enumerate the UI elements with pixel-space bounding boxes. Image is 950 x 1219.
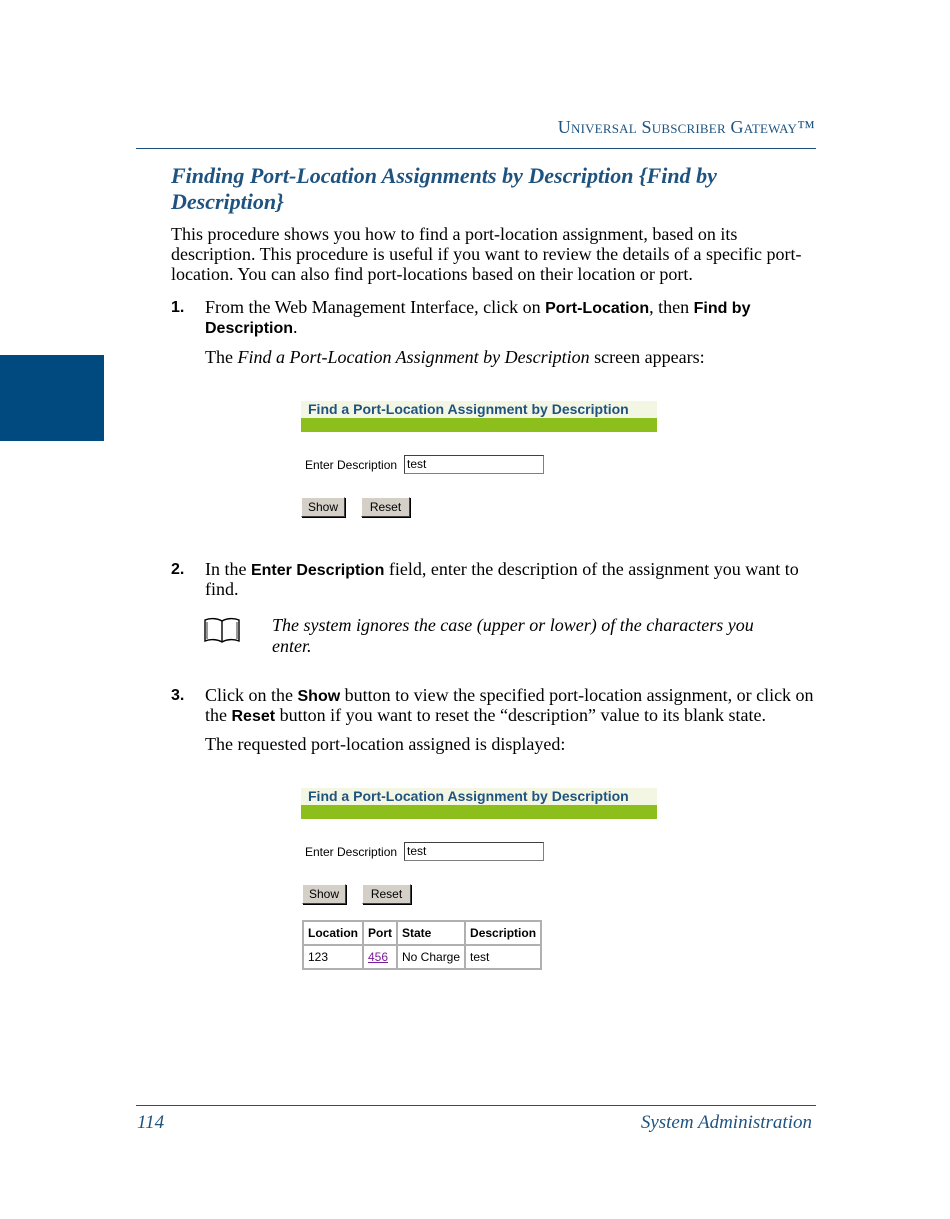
section-name: System Administration: [640, 1112, 812, 1133]
text-run: The: [205, 347, 238, 367]
column-header: Port: [363, 921, 397, 945]
screen-name: Find a Port-Location Assignment by Description: [237, 347, 590, 367]
running-header: Universal Subscriber Gateway™: [557, 117, 815, 137]
text-run: In the: [205, 559, 251, 579]
footer-rule: [136, 1105, 816, 1106]
intro-paragraph: This procedure shows you how to find a port-location assignment, based on its description. This procedure is useful if you want to review the details of a specific port-location. You can also find port-locations based on their location or port.: [171, 224, 802, 284]
chapter-tab: [0, 355, 104, 441]
page-number: 114: [137, 1112, 165, 1133]
section-heading: Finding Port-Location Assignments by Description {Find by Description}: [171, 163, 717, 214]
step-number: 3.: [171, 687, 185, 704]
step-3: [171, 686, 821, 726]
reset-button[interactable]: Reset: [361, 497, 410, 517]
text-run: , then: [649, 297, 694, 317]
form-title: Find a Port-Location Assignment by Description: [301, 788, 657, 805]
text-run: .: [293, 317, 298, 337]
column-header: Description: [465, 921, 541, 945]
title-bar-accent: [301, 805, 657, 819]
find-form-screenshot: [301, 401, 657, 521]
port-link[interactable]: 456: [368, 950, 389, 964]
ui-term: Show: [297, 688, 341, 705]
step-text: [205, 686, 821, 726]
ui-term: Find by Description: [205, 300, 751, 337]
location-cell: 123: [303, 945, 363, 969]
step-3-result: The requested port-location assigned is displayed:: [205, 734, 566, 754]
step-1-result: [205, 347, 705, 367]
text-run: Click on the: [205, 685, 298, 705]
description-label: Enter Description: [305, 458, 398, 472]
ui-term: Enter Description: [250, 562, 385, 579]
description-input[interactable]: test: [404, 842, 544, 861]
step-number: 1.: [171, 299, 185, 316]
description-input[interactable]: test: [404, 455, 544, 474]
results-table: [302, 920, 542, 970]
text-run: screen appears:: [589, 347, 705, 367]
show-button[interactable]: Show: [302, 884, 346, 904]
reset-button[interactable]: Reset: [362, 884, 411, 904]
text-run: button if you want to reset the “description” value to its blank state.: [275, 705, 766, 725]
table-row: [303, 945, 541, 969]
description-label: Enter Description: [305, 845, 398, 859]
ui-term: Reset: [231, 708, 276, 725]
state-cell: No Charge: [397, 945, 465, 969]
book-icon: [203, 616, 241, 644]
text-run: button to view the specified port-location assignment, or click on the: [205, 685, 814, 725]
step-text: [205, 298, 821, 338]
column-header: State: [397, 921, 465, 945]
step-text: [205, 560, 821, 599]
title-bar-accent: [301, 418, 657, 432]
text-run: field, enter the description of the assignment you want to find.: [205, 559, 799, 599]
find-results-screenshot: [301, 788, 657, 908]
column-header: Location: [303, 921, 363, 945]
note-text: The system ignores the case (upper or lower) of the characters you enter.: [272, 615, 754, 656]
step-2: [171, 560, 821, 599]
ui-term: Port-Location: [545, 300, 650, 317]
header-rule: [136, 148, 816, 149]
form-title: Find a Port-Location Assignment by Description: [301, 401, 657, 418]
port-cell: [363, 945, 397, 969]
table-header-row: [303, 921, 541, 945]
step-number: 2.: [171, 561, 185, 578]
description-cell: test: [465, 945, 541, 969]
text-run: From the Web Management Interface, click on: [205, 297, 546, 317]
step-1: [171, 298, 821, 338]
show-button[interactable]: Show: [301, 497, 345, 517]
